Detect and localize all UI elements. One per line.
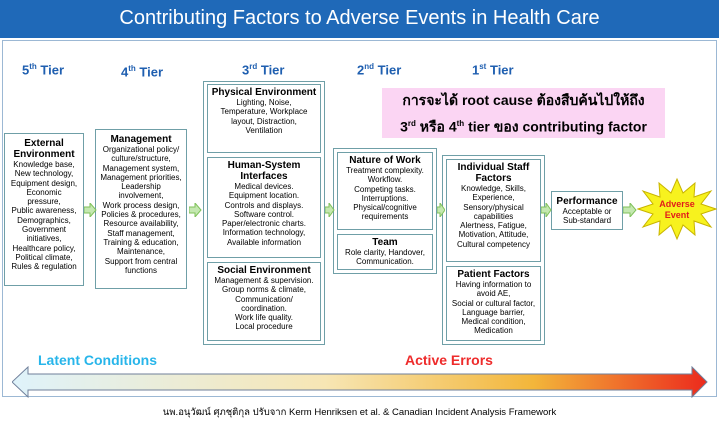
latent-to-active-arrow (12, 366, 708, 398)
arrow-performance-to-event (623, 203, 637, 217)
root-cause-note (382, 88, 665, 138)
individual-staff-factors-box (446, 159, 541, 262)
note-line-1: การจะได้ root cause ต้องสืบค้นไปให้ถึง (402, 92, 645, 108)
tier-1-label: 1st Tier (472, 62, 514, 78)
patient-factors-heading: Patient Factors (457, 269, 530, 280)
page-title: Contributing Factors to Adverse Events in Health Care (0, 0, 719, 38)
adverse-event-word-2: Event (664, 210, 690, 220)
physical-environment-body: Lighting, Noise, Temperature, Workplace layout, Distraction, Ventilation (220, 98, 308, 135)
human-system-interfaces-box (207, 157, 321, 258)
human-system-interfaces-body: Medical devices. Equipment location. Controls and displays. Software control. Paper/electronic charts. Information technology, Available information (221, 182, 307, 247)
adverse-event-word-1: Adverse (659, 199, 695, 209)
physical-environment-heading: Physical Environment (211, 87, 317, 98)
external-environment-heading: External Environment (13, 138, 75, 160)
external-environment-box (4, 133, 84, 286)
human-system-interfaces-heading: Human-System Interfaces (227, 160, 301, 182)
tier-3-label: 3rd Tier (242, 62, 285, 78)
footer-credit: นพ.อนุวัฒน์ ศุภชุติกุล ปรับจาก Kerm Henriksen et al. & Canadian Incident Analysis Framework (162, 407, 557, 418)
individual-staff-factors-heading: Individual Staff Factors (457, 162, 530, 184)
team-box (337, 234, 433, 270)
nature-of-work-heading: Nature of Work (349, 155, 421, 166)
social-environment-body: Management & supervision. Group norms & climate, Communication/ coordination. Work life quality. Local procedure (214, 276, 314, 332)
management-body: Organizational policy/ culture/structure, Management system, Management priorities, Leadership involvement, Work process design, Policies & procedures, Resource availability, Staff management, Training & education, Maintenance, Support from central functions (100, 145, 182, 275)
individual-staff-factors-body: Knowledge, Skills, Experience, Sensory/physical capabilities Alertness, Fatigue, Motivation, Attitude, Cultural competency (457, 184, 530, 249)
arrow-1-to-performance (541, 203, 552, 217)
physical-environment-box (207, 84, 321, 153)
performance-box (551, 191, 623, 230)
adverse-event-starburst (637, 177, 717, 241)
team-body: Role clarity, Handover, Communication. (345, 248, 425, 267)
arrow-4-to-3 (189, 203, 202, 217)
social-environment-box (207, 262, 321, 341)
performance-heading: Performance (556, 196, 618, 207)
tier-4-label: 4th Tier (121, 64, 164, 80)
active-errors-label: Active Errors (405, 352, 493, 368)
performance-body: Acceptable or Sub-standard (562, 207, 612, 226)
arrow-5-to-4 (84, 203, 97, 217)
note-line-2: 3rd หรือ 4th tier ของ contributing factor (400, 118, 647, 135)
tier-2-label: 2nd Tier (357, 62, 402, 78)
arrow-3-to-2 (325, 203, 335, 217)
nature-of-work-box (337, 152, 433, 230)
social-environment-heading: Social Environment (217, 265, 311, 276)
patient-factors-body: Having information to avoid AE, Social or cultural factor, Language barrier, Medical condition, Medication (451, 280, 536, 336)
arrow-2-to-1 (437, 203, 445, 217)
latent-conditions-label: Latent Conditions (38, 352, 157, 368)
tier-5-label: 5th Tier (22, 62, 65, 78)
team-heading: Team (372, 237, 398, 248)
management-box (95, 129, 187, 289)
patient-factors-box (446, 266, 541, 341)
external-environment-body: Knowledge base, New technology, Equipment design, Economic pressure, Public awareness, Demographics, Government initiatives, Healthcare policy, Political climate, Rules & regulation (10, 160, 78, 272)
management-heading: Management (110, 134, 172, 145)
nature-of-work-body: Treatment complexity. Workflow. Competing tasks. Interruptions. Physical/cognitive requirements (346, 166, 424, 222)
